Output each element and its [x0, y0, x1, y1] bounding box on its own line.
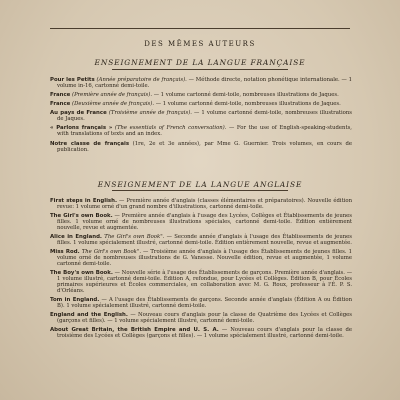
english-entries — [50, 198, 352, 342]
section-rule-english — [112, 190, 288, 191]
list-item: Miss Rod. The Girl's own Book". — Troisième année d'anglais à l'usage des Établissements de jeunes filles. 1 volume orné de nombreuses illustrations de G. Vanesse. Nouvelle édition, revue et augmentée, 1 volume cartonné demi-toile. — [50, 249, 352, 268]
list-item: Tom in England. — A l'usage des Établissements de garçons. Seconde année d'anglais (Édition A ou Édition B). 1 volume spécialement illustré, cartonné demi-toile. — [50, 297, 352, 310]
top-rule — [50, 28, 350, 29]
section-title-french: ENSEIGNEMENT DE LA LANGUE FRANÇAISE — [94, 58, 306, 67]
section-rule-french — [112, 69, 288, 70]
list-item: Au pays de France (Troisième année de français). — 1 volume cartonné demi-toile, nombreuses illustrations de Jaques. — [50, 109, 352, 122]
list-item: « Parlons français » (The essentials of French conversation). — For the use of English-speaking-students, with translations of texts and an index. — [50, 124, 352, 137]
french-entries — [50, 77, 352, 156]
list-item: Notre classe de français (1re, 2e et 3e années), par Mme G. Guernier. Trois volumes, en cours de publication. — [50, 140, 352, 154]
list-item: France (Deuxième année de français). — 1 volume cartonné demi-toile, nombreuses illustrations de Jaques. — [50, 100, 341, 107]
page-title: DES MÊMES AUTEURS — [144, 40, 256, 48]
section-title-english: ENSEIGNEMENT DE LA LANGUE ANGLAISE — [97, 180, 303, 189]
list-item: Pour les Petits (Année préparatoire de français). — Méthode directe, notation phonétique internationale. — 1 volume in-16, cartonné demi-toile. — [50, 77, 353, 90]
list-item: The Boy's own Book. — Nouvelle série à l'usage des Établissements de garçons. Première année d'anglais. — 1 volume illustré, cartonné demi-toile. Édition A, refondue, pour Lycées et Collèges. Édition B, pour Écoles primaires supérieures et Écoles commerciales, en collaboration avec M. G. Roux, professeur à l'É. P. S. d'Orléans. — [50, 270, 352, 295]
list-item: The Girl's own Book. — Première année d'anglais à l'usage des Lycées, Collèges et Établissements de jeunes filles. 1 volume orné de nombreuses illustrations spéciales, cartonné demi-toile. Édition entièrement nouvelle, revue et augmentée. — [50, 212, 352, 232]
list-item: France (Première année de français). — 1 volume cartonné demi-toile, nombreuses illustrations de Jaques. — [50, 91, 339, 98]
list-item: Alice in England. The Girl's own Book". — Seconde année d'anglais à l'usage des Établissements de jeunes filles. 1 volume spécialement illustré, cartonné demi-toile. Édition entièrement nouvelle, revue et augmentée. — [50, 234, 352, 247]
list-item: England and the English. — Nouveau cours d'anglais pour la classe de Quatrième des Lycées et Collèges (garçons et filles). — 1 volume spécialement illustré, cartonné demi-toile. — [50, 312, 352, 325]
list-item: First steps in English. — Première année d'anglais (classes élémentaires et préparatoires). Nouvelle édition revue: 1 volume orné d'un grand nombre d'illustrations, cartonné demi-toile. — [50, 198, 353, 211]
list-item: About Great Britain, the British Empire and U. S. A. — Nouveau cours d'anglais pour la classe de troisième des Lycées et Collèges (garçons et filles). — 1 volume spécialement illustré, cartonné demi-toile. — [50, 327, 352, 340]
